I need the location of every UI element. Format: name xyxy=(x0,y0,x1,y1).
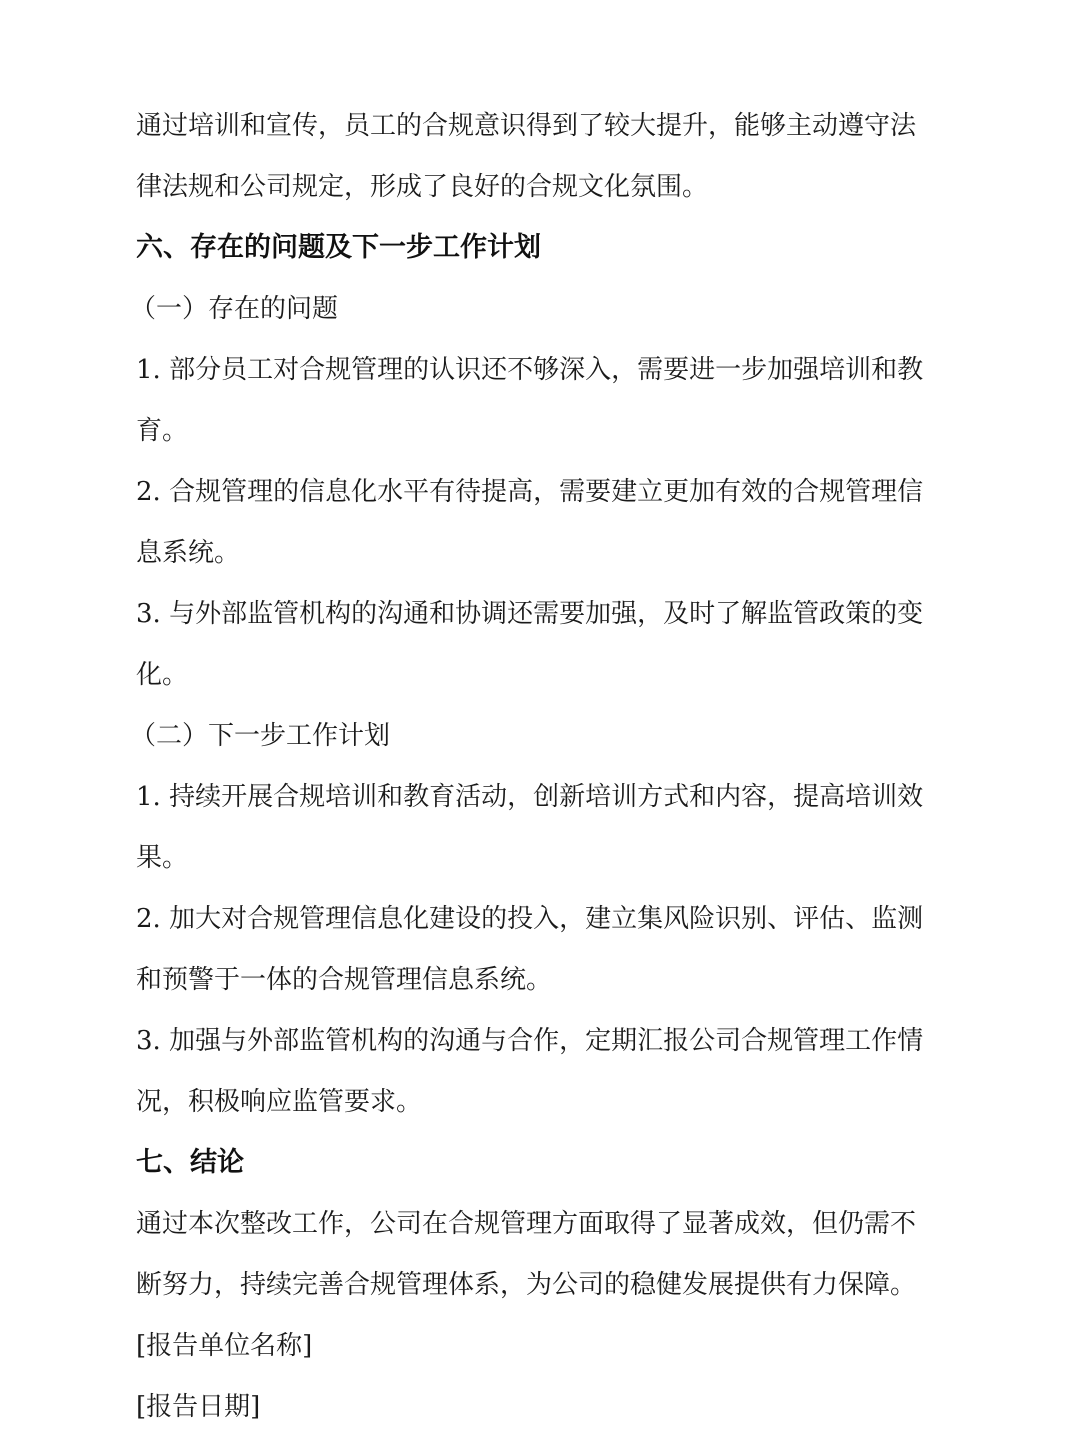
list-item-continuation: 息系统。 xyxy=(136,538,241,568)
list-item: 1. 持续开展合规培训和教育活动，创新培训方式和内容，提高培训效 xyxy=(136,782,924,812)
list-item-continuation: 育。 xyxy=(136,416,189,446)
section-heading: 七、结论 xyxy=(136,1147,244,1178)
list-item-continuation: 和预警于一体的合规管理信息系统。 xyxy=(136,965,553,995)
report-unit-placeholder: [报告单位名称] xyxy=(136,1331,313,1361)
list-item: 1. 部分员工对合规管理的认识还不够深入，需要进一步加强培训和教 xyxy=(136,355,924,385)
paragraph-line: 律法规和公司规定，形成了良好的合规文化氛围。 xyxy=(136,172,709,202)
paragraph-line: 断努力，持续完善合规管理体系，为公司的稳健发展提供有力保障。 xyxy=(136,1270,917,1300)
list-item: 2. 加大对合规管理信息化建设的投入，建立集风险识别、评估、监测 xyxy=(136,904,924,934)
list-item-continuation: 化。 xyxy=(136,660,189,690)
list-item: 3. 与外部监管机构的沟通和协调还需要加强，及时了解监管政策的变 xyxy=(136,599,924,629)
subsection-heading: （二）下一步工作计划 xyxy=(130,721,391,751)
subsection-heading: （一）存在的问题 xyxy=(130,294,339,324)
paragraph-line: 通过本次整改工作，公司在合规管理方面取得了显著成效，但仍需不 xyxy=(136,1209,917,1239)
list-item-continuation: 果。 xyxy=(136,843,189,873)
section-heading: 六、存在的问题及下一步工作计划 xyxy=(136,232,541,263)
list-item: 2. 合规管理的信息化水平有待提高，需要建立更加有效的合规管理信 xyxy=(136,477,924,507)
paragraph-line: 通过培训和宣传，员工的合规意识得到了较大提升，能够主动遵守法 xyxy=(136,111,917,141)
report-date-placeholder: [报告日期] xyxy=(136,1392,261,1422)
list-item-continuation: 况，积极响应监管要求。 xyxy=(136,1087,423,1117)
list-item: 3. 加强与外部监管机构的沟通与合作，定期汇报公司合规管理工作情 xyxy=(136,1026,924,1056)
